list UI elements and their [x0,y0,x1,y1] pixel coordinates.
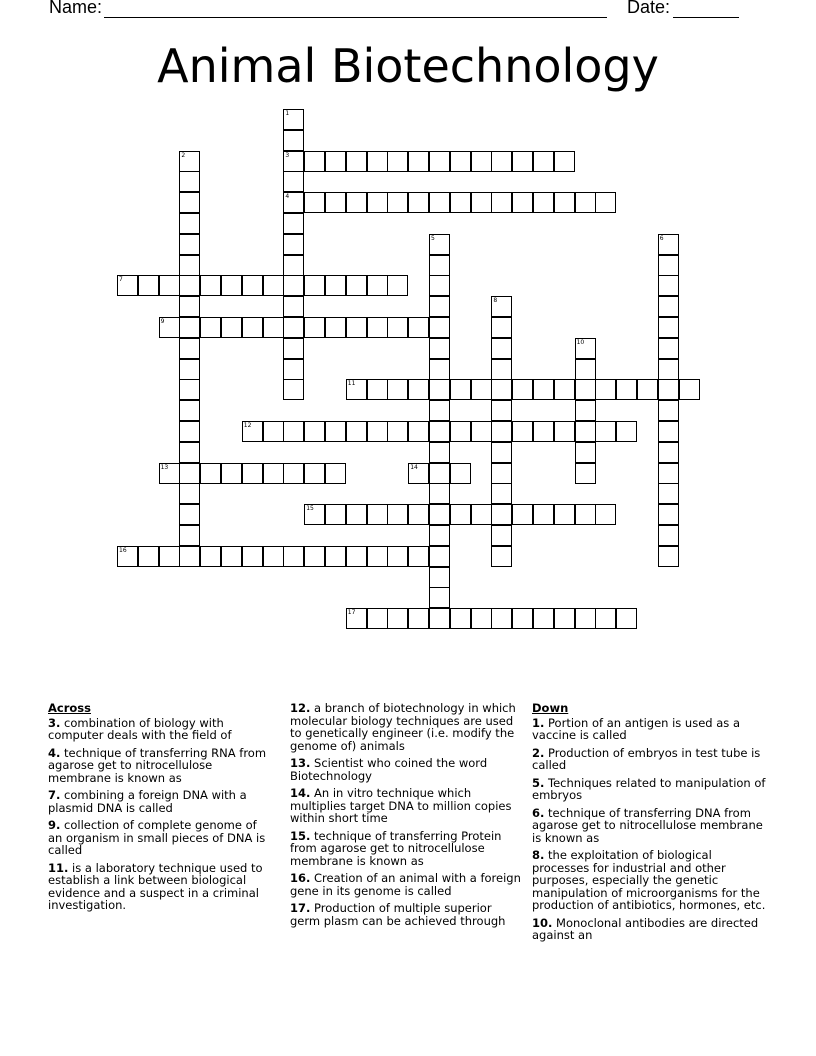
date-label: Date: [627,0,671,17]
crossword-cell[interactable] [450,421,471,442]
crossword-cell[interactable] [658,234,679,255]
crossword-cell[interactable] [304,546,325,567]
clue-number: 6. [532,805,545,820]
clue-number: 10. [532,915,553,930]
crossword-cell[interactable] [450,192,471,213]
clue-number-label: 4 [285,193,290,201]
crossword-cell[interactable] [179,296,200,317]
crossword-cell[interactable] [595,379,616,400]
crossword-cell[interactable] [283,234,304,255]
crossword-cell[interactable] [325,317,346,338]
crossword-cell[interactable] [658,359,679,380]
clue-number-label: 17 [347,609,356,617]
crossword-cell[interactable] [179,525,200,546]
clue-text: technique of transferring RNA from agarose get to nitrocellulose membrane is known as [48,745,267,785]
crossword-cell[interactable] [367,192,388,213]
crossword-cell[interactable] [554,192,575,213]
clue-number-label: 15 [306,505,314,513]
crossword-cell[interactable] [367,504,388,525]
clue-text: Production of multiple superior germ plasm can be achieved through [290,901,506,928]
clue-number-label: 1 [285,110,290,117]
crossword-cell[interactable] [283,130,304,151]
clue-item [290,872,525,897]
crossword-cell[interactable] [179,421,200,442]
crossword-cell[interactable] [179,317,200,338]
clue-text: is a laboratory technique used to establish a link between biological evidence and a suspect in a criminal investigation. [48,860,263,912]
crossword-cell[interactable] [491,546,512,567]
crossword-cell[interactable] [471,608,492,629]
crossword-cell[interactable] [491,338,512,359]
crossword-cell[interactable] [471,504,492,525]
clue-number: 5. [532,775,545,790]
crossword-cell[interactable] [138,546,159,567]
clue-number: 17. [290,901,311,915]
crossword-cell[interactable] [179,359,200,380]
crossword-cell[interactable] [367,421,388,442]
crossword-cell[interactable] [658,275,679,296]
crossword-cell[interactable] [283,255,304,276]
crossword-cell[interactable] [533,151,554,172]
crossword-cell[interactable] [179,275,200,296]
crossword-cell[interactable] [283,213,304,234]
crossword-cell[interactable] [408,504,429,525]
crossword-cell[interactable] [575,421,596,442]
crossword-cell[interactable] [429,275,450,296]
crossword-cell[interactable] [387,151,408,172]
clue-number-label: 13 [160,463,169,471]
crossword-cell[interactable] [283,171,304,192]
crossword-cell[interactable] [179,255,200,276]
crossword-cell[interactable] [387,317,408,338]
clue-number: 11. [48,860,69,875]
crossword-cell[interactable] [429,296,450,317]
clue-number: 1. [532,715,545,730]
crossword-cell[interactable] [242,275,263,296]
crossword-cell[interactable] [304,504,325,525]
crossword-cell[interactable] [658,255,679,276]
crossword-cell[interactable] [346,192,367,213]
crossword-cell[interactable] [429,483,450,504]
crossword-cell[interactable] [429,338,450,359]
crossword-cell[interactable] [658,463,679,484]
clue-number-label: 5 [431,234,435,242]
crossword-cell[interactable] [491,151,512,172]
clue-number-label: 16 [119,546,127,554]
crossword-cell[interactable] [242,463,263,484]
crossword-cell[interactable] [429,587,450,608]
crossword-cell[interactable] [554,421,575,442]
crossword-cell[interactable] [346,504,367,525]
crossword-cell[interactable] [221,546,242,567]
clue-number: 2. [532,745,545,760]
crossword-cell[interactable] [346,317,367,338]
crossword-cell[interactable] [491,400,512,421]
crossword-cell[interactable] [179,171,200,192]
crossword-cell[interactable] [159,546,180,567]
crossword-cell[interactable] [159,317,180,338]
crossword-cell[interactable] [658,400,679,421]
crossword-cell[interactable] [512,421,533,442]
clue-item [532,717,772,742]
crossword-cell[interactable] [242,317,263,338]
clue-text: technique of transferring Protein from agarose get to nitrocellulose membrane is known as [290,828,502,868]
clue-item [532,747,772,772]
crossword-cell[interactable] [283,192,304,213]
crossword-cell[interactable] [658,296,679,317]
clue-text: Scientist who coined the word Biotechnology [290,756,488,783]
crossword-cell[interactable] [346,546,367,567]
crossword-cell[interactable] [200,463,221,484]
crossword-cell[interactable] [159,463,180,484]
clue-text: Techniques related to manipulation of embryos [532,775,766,802]
crossword-cell[interactable] [242,546,263,567]
crossword-cell[interactable] [512,151,533,172]
crossword-cell[interactable] [679,379,700,400]
clue-number: 4. [48,745,61,760]
crossword-cell[interactable] [387,504,408,525]
clue-text: combining a foreign DNA with a plasmid DNA is called [48,788,247,815]
crossword-cell[interactable] [325,151,346,172]
crossword-cell[interactable] [387,275,408,296]
crossword-cell[interactable] [221,275,242,296]
clue-item [48,862,273,912]
clue-number: 7. [48,788,61,802]
crossword-cell[interactable] [283,296,304,317]
clue-item [290,902,525,927]
crossword-cell[interactable] [575,359,596,380]
crossword-cell[interactable] [658,525,679,546]
crossword-cell[interactable] [658,421,679,442]
crossword-cell[interactable] [408,151,429,172]
crossword-cell[interactable] [179,463,200,484]
crossword-cell[interactable] [429,400,450,421]
crossword-cell[interactable] [283,338,304,359]
crossword-cell[interactable] [575,338,596,359]
crossword-cell[interactable] [575,463,596,484]
crossword-cell[interactable] [179,192,200,213]
crossword-cell[interactable] [450,151,471,172]
crossword-cell[interactable] [471,151,492,172]
crossword-cell[interactable] [367,275,388,296]
across-clues-column [48,700,273,917]
crossword-cell[interactable] [221,317,242,338]
crossword-cell[interactable] [616,608,637,629]
crossword-cell[interactable] [491,483,512,504]
crossword-cell[interactable] [616,421,637,442]
clue-number: 9. [48,818,61,832]
crossword-cell[interactable] [367,608,388,629]
crossword-cell[interactable] [159,275,180,296]
clue-text: collection of complete genome of an organism in small pieces of DNA is called [48,818,266,857]
crossword-cell[interactable] [491,359,512,380]
across-clues-continued [290,702,525,932]
clue-number: 16. [290,871,311,885]
crossword-cell[interactable] [283,109,304,130]
crossword-cell[interactable] [179,442,200,463]
crossword-cell[interactable] [304,463,325,484]
clue-number-label: 2 [181,151,186,159]
crossword-cell[interactable] [575,442,596,463]
crossword-cell[interactable] [221,463,242,484]
crossword-cell[interactable] [325,546,346,567]
crossword-cell[interactable] [533,192,554,213]
crossword-cell[interactable] [283,151,304,172]
crossword-cell[interactable] [325,504,346,525]
crossword-cell[interactable] [533,421,554,442]
crossword-cell[interactable] [179,379,200,400]
crossword-cell[interactable] [429,421,450,442]
crossword-cell[interactable] [263,421,284,442]
crossword-cell[interactable] [304,317,325,338]
crossword-cell[interactable] [471,192,492,213]
page-title: Animal Biotechnology [157,39,659,93]
crossword-cell[interactable] [450,608,471,629]
clue-text: a branch of biotechnology in which molecular biology techniques are used to genetically engineer (i.e. modify the genome of) animals [290,701,516,753]
crossword-cell[interactable] [408,379,429,400]
crossword-cell[interactable] [325,463,346,484]
clue-text: Production of embryos in test tube is called [532,745,761,772]
crossword-cell[interactable] [367,546,388,567]
crossword-cell[interactable] [263,463,284,484]
clue-item [48,789,273,814]
clue-number: 3. [48,715,61,730]
crossword-cell[interactable] [554,608,575,629]
crossword-cell[interactable] [200,546,221,567]
crossword-cell[interactable] [658,442,679,463]
crossword-cell[interactable] [491,296,512,317]
clue-text: combination of biology with computer deals with the field of [48,715,232,742]
crossword-cell[interactable] [491,463,512,484]
name-label: Name: [49,0,103,17]
crossword-cell[interactable] [512,608,533,629]
crossword-cell[interactable] [367,151,388,172]
clue-item [290,757,525,782]
crossword-cell[interactable] [283,275,304,296]
clue-item [48,747,273,785]
crossword-cell[interactable] [429,525,450,546]
crossword-cell[interactable] [346,275,367,296]
clue-item [48,717,273,742]
crossword-cell[interactable] [138,275,159,296]
crossword-cell[interactable] [637,379,658,400]
crossword-cell[interactable] [263,275,284,296]
crossword-cell[interactable] [429,608,450,629]
crossword-cell[interactable] [616,379,637,400]
down-clues-column [532,700,772,947]
crossword-cell[interactable] [658,483,679,504]
crossword-cell[interactable] [429,359,450,380]
crossword-cell[interactable] [658,546,679,567]
crossword-cell[interactable] [387,192,408,213]
clue-item [290,702,525,752]
clue-number: 15. [290,828,311,843]
crossword-cell[interactable] [429,317,450,338]
crossword-cell[interactable] [346,379,367,400]
crossword-cell[interactable] [595,192,616,213]
crossword-cell[interactable] [304,275,325,296]
clue-number: 14. [290,786,311,800]
crossword-cell[interactable] [408,608,429,629]
crossword-cell[interactable] [325,192,346,213]
crossword-cell[interactable] [554,504,575,525]
crossword-cell[interactable] [325,421,346,442]
crossword-cell[interactable] [200,317,221,338]
crossword-cell[interactable] [346,608,367,629]
clue-number-label: 11 [347,380,356,388]
crossword-cell[interactable] [575,379,596,400]
crossword-cell[interactable] [179,213,200,234]
crossword-cell[interactable] [179,546,200,567]
clue-number-label: 12 [243,422,252,429]
crossword-cell[interactable] [408,421,429,442]
crossword-cell[interactable] [179,400,200,421]
crossword-cell[interactable] [429,192,450,213]
clue-item [532,777,772,802]
clue-item [48,819,273,857]
crossword-cell[interactable] [658,317,679,338]
crossword-cell[interactable] [658,504,679,525]
crossword-cell[interactable] [346,421,367,442]
crossword-cell[interactable] [575,504,596,525]
clue-text: An in vitro technique which multiplies target DNA to million copies within short time [290,786,512,825]
crossword-cell[interactable] [179,234,200,255]
crossword-cell[interactable] [179,483,200,504]
crossword-cell[interactable] [283,317,304,338]
crossword-cell[interactable] [367,317,388,338]
crossword-cell[interactable] [263,546,284,567]
clue-number-label: 8 [493,297,498,305]
crossword-cell[interactable] [429,463,450,484]
crossword-cell[interactable] [554,151,575,172]
crossword-cell[interactable] [387,608,408,629]
crossword-cell[interactable] [242,421,263,442]
clue-text: Portion of an antigen is used as a vaccine is called [532,715,740,742]
crossword-cell[interactable] [304,421,325,442]
crossword-cell[interactable] [304,151,325,172]
crossword-cell[interactable] [325,275,346,296]
down-heading: Down [532,701,569,715]
crossword-cell[interactable] [429,567,450,588]
crossword-cell[interactable] [575,608,596,629]
crossword-cell[interactable] [575,400,596,421]
crossword-cell[interactable] [346,151,367,172]
crossword-cell[interactable] [408,317,429,338]
crossword-cell[interactable] [429,504,450,525]
crossword-cell[interactable] [491,421,512,442]
clue-number-label: 14 [410,463,418,471]
crossword-cell[interactable] [658,379,679,400]
crossword-cell[interactable] [263,317,284,338]
crossword-cell[interactable] [429,442,450,463]
crossword-cell[interactable] [283,379,304,400]
clue-item [290,787,525,825]
crossword-cell[interactable] [471,379,492,400]
crossword-cell[interactable] [429,379,450,400]
crossword-cell[interactable] [491,192,512,213]
crossword-cell[interactable] [491,525,512,546]
clue-item [532,917,772,942]
crossword-cell[interactable] [533,504,554,525]
crossword-cell[interactable] [658,338,679,359]
crossword-cell[interactable] [429,255,450,276]
crossword-cell[interactable] [554,379,575,400]
crossword-cell[interactable] [179,338,200,359]
crossword-cell[interactable] [387,421,408,442]
clue-item [532,849,772,912]
crossword-cell[interactable] [283,463,304,484]
crossword-cell[interactable] [491,442,512,463]
crossword-cell[interactable] [429,546,450,567]
crossword-cell[interactable] [595,421,616,442]
crossword-cell[interactable] [450,504,471,525]
crossword-cell[interactable] [491,379,512,400]
clue-text: the exploitation of biological processes for industrial and other purposes, especially the genetic manipulation of microorganisms for the production of antibiotics, hormones, etc. [532,848,766,912]
clue-number-label: 10 [576,338,585,346]
crossword-cell[interactable] [533,379,554,400]
clue-text: technique of transferring DNA from agarose get to nitrocellulose membrane is known as [532,805,763,845]
crossword-cell[interactable] [429,151,450,172]
crossword-cell[interactable] [491,317,512,338]
crossword-cell[interactable] [512,192,533,213]
crossword-cell[interactable] [408,192,429,213]
clue-text: Creation of an animal with a foreign gene in its genome is called [290,871,521,898]
clue-item [290,830,525,868]
crossword-cell[interactable] [595,608,616,629]
clue-number-label: 7 [119,276,123,284]
crossword-cell[interactable] [200,275,221,296]
crossword-cell[interactable] [179,504,200,525]
crossword-cell[interactable] [512,379,533,400]
clue-number-label: 3 [285,151,290,159]
crossword-cell[interactable] [512,504,533,525]
crossword-cell[interactable] [450,379,471,400]
clue-text: Monoclonal antibodies are directed against an [532,915,759,942]
crossword-cell[interactable] [304,192,325,213]
clue-number: 8. [532,848,545,862]
crossword-cell[interactable] [595,504,616,525]
crossword-cell[interactable] [450,463,471,484]
crossword-cell[interactable] [408,463,429,484]
clue-number-label: 9 [160,318,165,325]
crossword-cell[interactable] [283,546,304,567]
crossword-cell[interactable] [408,546,429,567]
crossword-cell[interactable] [491,608,512,629]
crossword-cell[interactable] [117,546,138,567]
crossword-cell[interactable] [471,421,492,442]
crossword-cell[interactable] [429,234,450,255]
crossword-cell[interactable] [533,608,554,629]
crossword-cell[interactable] [387,546,408,567]
clue-number-label: 6 [659,234,664,242]
clue-number: 13. [290,756,311,770]
crossword-cell[interactable] [117,275,138,296]
crossword-cell[interactable] [575,192,596,213]
crossword-cell[interactable] [367,379,388,400]
across-heading: Across [48,701,91,715]
crossword-cell[interactable] [179,151,200,172]
crossword-cell[interactable] [387,379,408,400]
clue-number: 12. [290,701,311,715]
crossword-cell[interactable] [283,359,304,380]
crossword-cell[interactable] [283,421,304,442]
clue-item [532,807,772,845]
crossword-cell[interactable] [491,504,512,525]
